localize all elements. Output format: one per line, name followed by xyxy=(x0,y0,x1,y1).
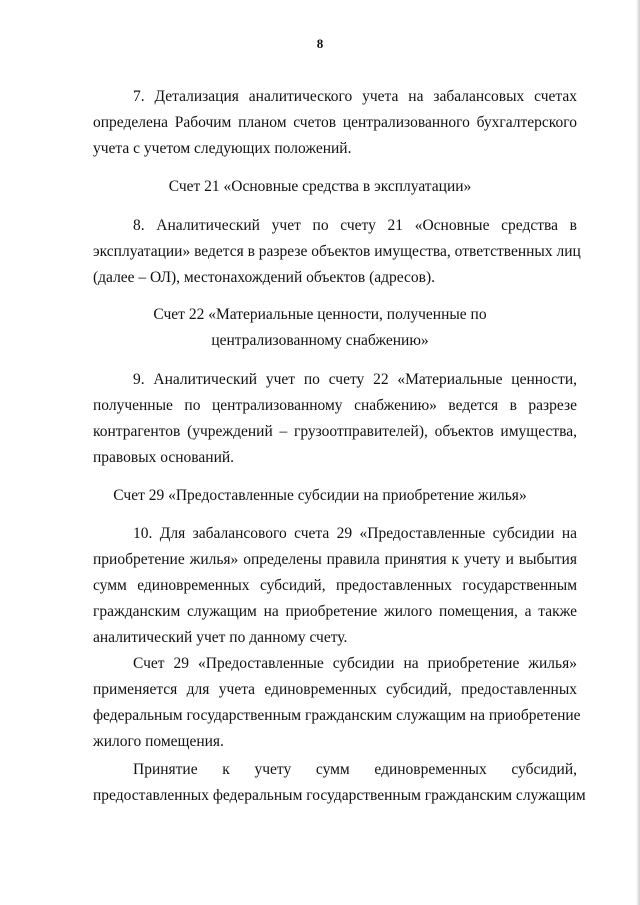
paragraph-line: 9. Аналитический учет по счету 22 «Материальные ценности, xyxy=(133,371,577,388)
paragraph-line: Принятие к учету сумм единовременных субсидий, xyxy=(133,761,577,778)
heading-line: централизованному снабжению» xyxy=(211,332,429,349)
paragraph-line: правовых оснований. xyxy=(93,449,235,466)
paragraph-line: учета с учетом следующих положений. xyxy=(93,140,352,157)
paragraph-line: аналитический учет по данному счету. xyxy=(93,629,348,646)
paragraph-line: (далее – ОЛ), местонахождений объектов (адресов). xyxy=(93,269,436,286)
page-number: 8 xyxy=(316,36,324,51)
paragraph-line: федеральным государственным гражданским служащим на приобретение xyxy=(93,707,581,724)
paragraph-line: сумм единовременных субсидий, предоставленных государственным xyxy=(93,577,577,594)
section-heading-account-21: Счет 21 «Основные средства в эксплуатации» xyxy=(168,178,472,195)
paragraph-line: жилого помещения. xyxy=(93,733,224,750)
paragraph-line: 8. Аналитический учет по счету 21 «Основные средства в xyxy=(133,217,577,234)
paragraph-line: определена Рабочим планом счетов централизованного бухгалтерского xyxy=(93,114,577,131)
paragraph-line: контрагентов (учреждений – грузоотправителей), объектов имущества, xyxy=(93,423,577,440)
paragraph-line: применяется для учета единовременных субсидий, предоставленных xyxy=(93,681,577,698)
section-heading-account-29: Счет 29 «Предоставленные субсидии на приобретение жилья» xyxy=(113,487,527,504)
paragraph-line: 10. Для забалансового счета 29 «Предоставленные субсидии на xyxy=(133,525,577,542)
paragraph-line: приобретение жилья» определены правила принятия к учету и выбытия xyxy=(93,551,577,568)
paragraph-line: предоставленных федеральным государственным гражданским служащим xyxy=(93,787,586,804)
paragraph-line: полученные по централизованному снабжению» ведется в разрезе xyxy=(93,397,577,414)
paragraph-line: 7. Детализация аналитического учета на забалансовых счетах xyxy=(133,88,577,105)
heading-line: Счет 22 «Материальные ценности, полученные по xyxy=(153,306,487,323)
scan-edge-shadow xyxy=(636,0,640,905)
paragraph-line: Счет 29 «Предоставленные субсидии на приобретение жилья» xyxy=(133,655,577,672)
paragraph-line: гражданским служащим на приобретение жилого помещения, а также xyxy=(93,603,577,620)
paragraph-line: эксплуатации» ведется в разрезе объектов имущества, ответственных лиц xyxy=(93,243,581,260)
